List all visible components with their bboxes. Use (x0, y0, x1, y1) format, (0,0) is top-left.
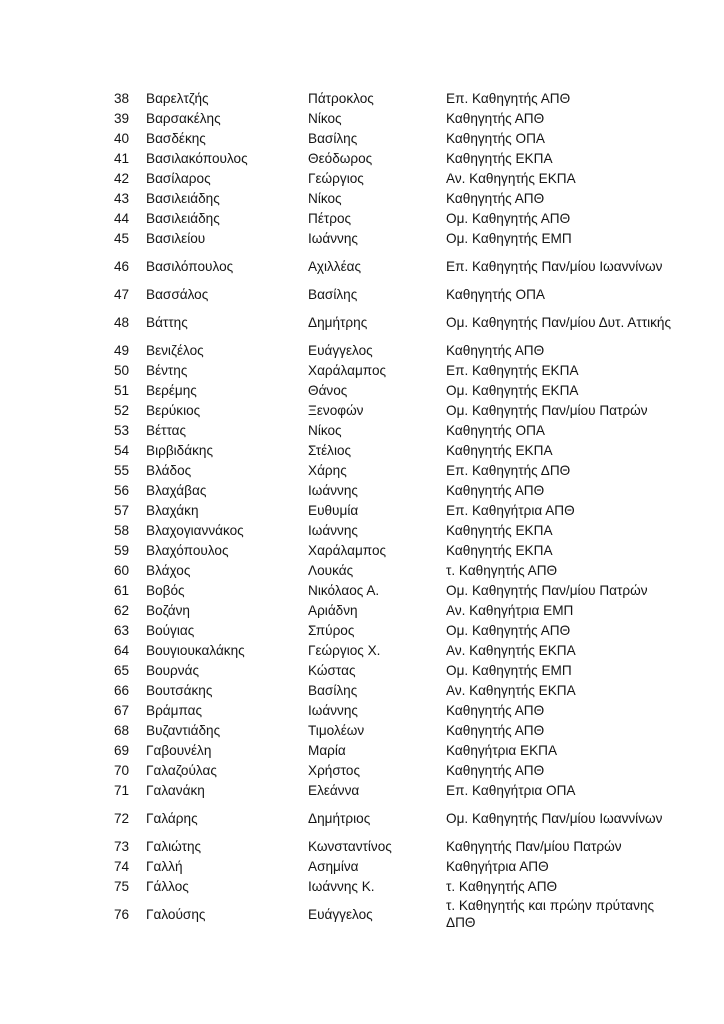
surname-cell: Βλαχάκη (146, 502, 199, 518)
position-cell: Επ. Καθηγήτρια ΟΠΑ (446, 782, 576, 798)
first-name-cell: Γεώργιος (308, 170, 364, 186)
position-cell: Ομ. Καθηγητής Παν/μίου Πατρών (446, 402, 648, 418)
row-number: 41 (114, 150, 130, 166)
table-row (114, 340, 678, 360)
row-number: 54 (114, 442, 130, 458)
surname-cell: Βερύκιος (146, 402, 201, 418)
table-row (114, 836, 678, 856)
surname-cell: Βλαχογιαννάκος (146, 522, 244, 538)
surname-cell: Γάλλος (146, 878, 189, 894)
table-row (114, 460, 678, 480)
surname-cell: Γαλανάκη (146, 782, 205, 798)
table-row (114, 520, 678, 540)
first-name-cell: Θεόδωρος (308, 150, 373, 166)
surname-cell: Βασιλειάδης (146, 210, 220, 226)
table-row (114, 660, 678, 680)
surname-cell: Γαλλή (146, 858, 183, 874)
row-number: 74 (114, 858, 130, 874)
position-cell: Καθηγητής ΕΚΠΑ (446, 442, 553, 458)
row-number: 51 (114, 382, 130, 398)
first-name-cell: Δημήτρης (308, 314, 368, 330)
table-row (114, 600, 678, 620)
position-cell: Ομ. Καθηγητής ΕΜΠ (446, 662, 572, 678)
position-cell: Ομ. Καθηγητής ΕΜΠ (446, 230, 572, 246)
position-cell: Καθηγητής ΑΠΘ (446, 722, 545, 738)
position-cell: Αν. Καθηγήτρια ΕΜΠ (446, 602, 574, 618)
first-name-cell: Ιωάννης Κ. (308, 878, 375, 894)
row-number: 40 (114, 130, 130, 146)
first-name-cell: Θάνος (308, 382, 348, 398)
row-number: 62 (114, 602, 130, 618)
table-row (114, 856, 678, 876)
first-name-cell: Ιωάννης (308, 522, 358, 538)
first-name-cell: Νικόλαος Α. (308, 582, 380, 598)
table-row (114, 580, 678, 600)
first-name-cell: Ξενοφών (308, 402, 364, 418)
surname-cell: Γαβουνέλη (146, 742, 212, 758)
position-cell: Ομ. Καθηγητής ΕΚΠΑ (446, 382, 579, 398)
table-row (114, 780, 678, 800)
table-row (114, 720, 678, 740)
first-name-cell: Πάτροκλος (308, 90, 374, 106)
row-number: 73 (114, 838, 130, 854)
table-row (114, 304, 678, 340)
surname-cell: Βασσάλος (146, 286, 209, 302)
position-cell: Καθηγητής Παν/μίου Πατρών (446, 838, 622, 854)
surname-cell: Γαλαζούλας (146, 762, 217, 778)
first-name-cell: Βασίλης (308, 682, 358, 698)
position-cell: Αν. Καθηγητής ΕΚΠΑ (446, 642, 576, 658)
first-name-cell: Μαρία (308, 742, 346, 758)
first-name-cell: Σπύρος (308, 622, 355, 638)
row-number: 49 (114, 342, 130, 358)
position-cell: Καθηγητής ΑΠΘ (446, 482, 545, 498)
surname-cell: Γαλούσης (146, 906, 206, 922)
row-number: 50 (114, 362, 130, 378)
first-name-cell: Χάρης (308, 462, 347, 478)
first-name-cell: Τιμολέων (308, 722, 365, 738)
table-row (114, 896, 678, 932)
row-number: 58 (114, 522, 130, 538)
row-number: 43 (114, 190, 130, 206)
surname-cell: Βέττας (146, 422, 187, 438)
position-cell: Επ. Καθηγητής ΔΠΘ (446, 462, 571, 478)
row-number: 64 (114, 642, 130, 658)
row-number: 72 (114, 810, 130, 826)
position-cell: Αν. Καθηγητής ΕΚΠΑ (446, 170, 576, 186)
row-number: 57 (114, 502, 130, 518)
surname-cell: Βλάδος (146, 462, 192, 478)
first-name-cell: Χαράλαμπος (308, 542, 387, 558)
position-cell: Καθηγητής ΕΚΠΑ (446, 150, 553, 166)
row-number: 46 (114, 258, 130, 274)
row-number: 63 (114, 622, 130, 638)
table-row (114, 680, 678, 700)
row-number: 42 (114, 170, 130, 186)
row-number: 44 (114, 210, 130, 226)
surname-cell: Βράμπας (146, 702, 203, 718)
surname-cell: Βασιλείου (146, 230, 206, 246)
position-cell: Καθηγητής ΟΠΑ (446, 286, 545, 302)
first-name-cell: Νίκος (308, 110, 342, 126)
surname-cell: Βασίλαρος (146, 170, 211, 186)
table-row (114, 560, 678, 580)
table-row (114, 188, 678, 208)
row-number: 59 (114, 542, 130, 558)
table-row (114, 640, 678, 660)
row-number: 76 (114, 906, 130, 922)
position-cell: Ομ. Καθηγητής Παν/μίου Πατρών (446, 582, 648, 598)
first-name-cell: Στέλιος (308, 442, 352, 458)
table-row (114, 540, 678, 560)
row-number: 45 (114, 230, 130, 246)
surname-cell: Βουτσάκης (146, 682, 213, 698)
row-number: 75 (114, 878, 130, 894)
row-number: 68 (114, 722, 130, 738)
surname-cell: Γαλάρης (146, 810, 198, 826)
position-cell: Ομ. Καθηγητής Παν/μίου Ιωαννίνων (446, 810, 663, 826)
first-name-cell: Βασίλης (308, 130, 358, 146)
position-cell: τ. Καθηγητής ΑΠΘ (446, 878, 558, 894)
first-name-cell: Κωνσταντίνος (308, 838, 392, 854)
first-name-cell: Γεώργιος Χ. (308, 642, 381, 658)
table-row (114, 360, 678, 380)
position-cell: Καθηγήτρια ΕΚΠΑ (446, 742, 558, 758)
surname-cell: Βοβός (146, 582, 185, 598)
table-row (114, 208, 678, 228)
position-cell: Επ. Καθηγητής ΑΠΘ (446, 90, 571, 106)
row-number: 60 (114, 562, 130, 578)
surname-cell: Βαρελτζής (146, 90, 209, 106)
table-row (114, 228, 678, 248)
surname-cell: Βοζάνη (146, 602, 190, 618)
table-row (114, 128, 678, 148)
table-row (114, 876, 678, 896)
surname-cell: Βλαχόπουλος (146, 542, 229, 558)
surname-cell: Βαρσακέλης (146, 110, 221, 126)
surname-cell: Βλαχάβας (146, 482, 207, 498)
position-cell: Επ. Καθηγητής Παν/μίου Ιωαννίνων (446, 258, 663, 274)
position-cell: Καθηγητής ΕΚΠΑ (446, 542, 553, 558)
first-name-cell: Νίκος (308, 190, 342, 206)
first-name-cell: Κώστας (308, 662, 356, 678)
first-name-cell: Χαράλαμπος (308, 362, 387, 378)
row-number: 67 (114, 702, 130, 718)
table-row (114, 420, 678, 440)
position-cell: Καθηγητής ΑΠΘ (446, 110, 545, 126)
table-row (114, 800, 678, 836)
table-row (114, 620, 678, 640)
position-cell: Καθηγητής ΟΠΑ (446, 422, 545, 438)
surname-cell: Βάττης (146, 314, 188, 330)
table-row (114, 760, 678, 780)
first-name-cell: Ευάγγελος (308, 906, 373, 922)
surname-cell: Βασιλόπουλος (146, 258, 234, 274)
first-name-cell: Πέτρος (308, 210, 352, 226)
position-cell: Καθηγητής ΟΠΑ (446, 130, 545, 146)
row-number: 71 (114, 782, 130, 798)
first-name-cell: Ιωάννης (308, 482, 358, 498)
first-name-cell: Ασημίνα (308, 858, 359, 874)
row-number: 56 (114, 482, 130, 498)
table-row (114, 380, 678, 400)
table-row (114, 108, 678, 128)
row-number: 61 (114, 582, 130, 598)
surname-cell: Βενιζέλος (146, 342, 204, 358)
table-row (114, 440, 678, 460)
surname-cell: Βερέμης (146, 382, 197, 398)
surname-cell: Βούγιας (146, 622, 195, 638)
first-name-cell: Ιωάννης (308, 230, 358, 246)
position-cell: Καθηγητής ΑΠΘ (446, 702, 545, 718)
position-cell: Καθηγητής ΑΠΘ (446, 342, 545, 358)
surname-cell: Βυζαντιάδης (146, 722, 221, 738)
position-cell: Ομ. Καθηγητής ΑΠΘ (446, 622, 571, 638)
position-cell: Ομ. Καθηγητής ΑΠΘ (446, 210, 571, 226)
row-number: 48 (114, 314, 130, 330)
surname-cell: Βασιλακόπουλος (146, 150, 248, 166)
first-name-cell: Ελεάννα (308, 782, 360, 798)
first-name-cell: Χρήστος (308, 762, 361, 778)
first-name-cell: Ευάγγελος (308, 342, 373, 358)
row-number: 70 (114, 762, 130, 778)
first-name-cell: Λουκάς (308, 562, 354, 578)
position-cell: Καθηγητής ΑΠΘ (446, 190, 545, 206)
position-cell: Επ. Καθηγητής ΕΚΠΑ (446, 362, 579, 378)
row-number: 47 (114, 286, 130, 302)
first-name-cell: Νίκος (308, 422, 342, 438)
first-name-cell: Αχιλλέας (308, 258, 362, 274)
row-number: 53 (114, 422, 130, 438)
row-number: 39 (114, 110, 130, 126)
table-row (114, 480, 678, 500)
first-name-cell: Ευθυμία (308, 502, 359, 518)
table-row (114, 88, 678, 108)
row-number: 66 (114, 682, 130, 698)
position-cell: τ. Καθηγητής και πρώην πρύτανης ΔΠΘ (446, 898, 655, 930)
surname-cell: Βουρνάς (146, 662, 200, 678)
row-number: 38 (114, 90, 130, 106)
position-cell: Καθηγήτρια ΑΠΘ (446, 858, 549, 874)
table-row (114, 168, 678, 188)
surname-cell: Βασδέκης (146, 130, 206, 146)
first-name-cell: Αριάδνη (308, 602, 358, 618)
position-cell: Επ. Καθηγήτρια ΑΠΘ (446, 502, 575, 518)
row-number: 55 (114, 462, 130, 478)
position-cell: Καθηγητής ΕΚΠΑ (446, 522, 553, 538)
first-name-cell: Βασίλης (308, 286, 358, 302)
table-row (114, 400, 678, 420)
surname-cell: Βιρβιδάκης (146, 442, 213, 458)
table-row (114, 148, 678, 168)
table-row (114, 248, 678, 284)
first-name-cell: Ιωάννης (308, 702, 358, 718)
surname-cell: Βέντης (146, 362, 188, 378)
position-cell: Καθηγητής ΑΠΘ (446, 762, 545, 778)
surname-cell: Γαλιώτης (146, 838, 202, 854)
table-row (114, 700, 678, 720)
surname-cell: Βασιλειάδης (146, 190, 220, 206)
surname-cell: Βλάχος (146, 562, 191, 578)
table-row (114, 284, 678, 304)
position-cell: τ. Καθηγητής ΑΠΘ (446, 562, 558, 578)
row-number: 52 (114, 402, 130, 418)
position-cell: Ομ. Καθηγητής Παν/μίου Δυτ. Αττικής (446, 314, 671, 330)
position-cell: Αν. Καθηγητής ΕΚΠΑ (446, 682, 576, 698)
table-body (114, 88, 678, 932)
row-number: 69 (114, 742, 130, 758)
table-row (114, 500, 678, 520)
row-number: 65 (114, 662, 130, 678)
signatories-table (114, 88, 678, 932)
first-name-cell: Δημήτριος (308, 810, 371, 826)
surname-cell: Βουγιουκαλάκης (146, 642, 245, 658)
table-row (114, 740, 678, 760)
